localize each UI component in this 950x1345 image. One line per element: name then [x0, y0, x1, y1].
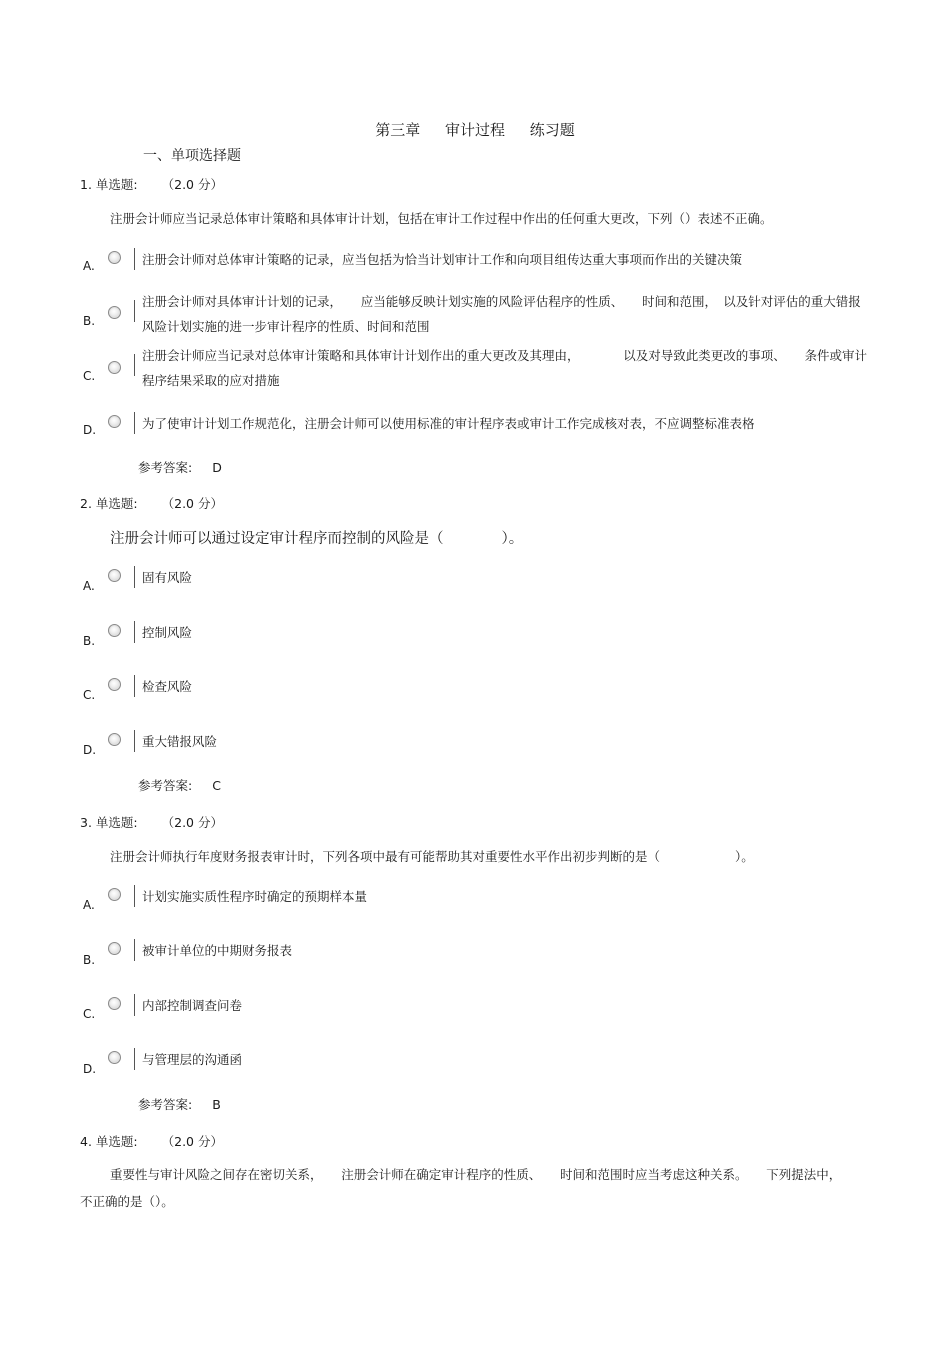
option-divider: [134, 354, 135, 376]
question-score: （2.0 分）: [161, 815, 223, 830]
option-divider: [134, 300, 135, 322]
question-4-header: [80, 1132, 223, 1150]
option-divider: [134, 994, 135, 1016]
question-4-stem-line1: 重要性与审计风险之间存在密切关系， 注册会计师在确定审计程序的性质、 时间和范围时应当考虑这种关系。 下列提法中，: [110, 1167, 842, 1182]
option-divider: [134, 885, 135, 907]
option-letter: D.: [83, 423, 97, 437]
q3-option-c-text: 内部控制调查问卷: [142, 998, 243, 1013]
q2-option-c-text: 检查风险: [142, 679, 193, 694]
option-letter: A.: [83, 898, 95, 912]
q1-option-a-text: 注册会计师对总体审计策略的记录，应当包括为恰当计划审计工作和向项目组传达重大事项而作出的关键决策: [142, 252, 743, 267]
question-1-header: [80, 175, 223, 193]
question-4-stem-line2: 不正确的是（）。: [80, 1194, 174, 1209]
option-divider: [134, 621, 135, 643]
q1-option-c-text: 注册会计师应当记录对总体审计策略和具体审计计划作出的重大更改及其理由， 以及对导致此类更改的事项、 条件或审计程序结果采取的应对措施: [142, 348, 868, 388]
question-score: （2.0 分）: [161, 496, 223, 511]
q1-option-d-text: 为了使审计计划工作规范化，注册会计师可以使用标准的审计程序表或审计工作完成核对表，不应调整标准表格: [142, 416, 755, 431]
answer-label: 参考答案:: [138, 1097, 193, 1112]
option-letter: D.: [83, 1062, 97, 1076]
page-title: [0, 119, 950, 140]
question-1-stem: 注册会计师应当记录总体审计策略和具体审计计划，包括在审计工作过程中作出的任何重大更改，下列（）表述不正确。: [110, 211, 773, 226]
q3-option-d-radio[interactable]: [108, 1051, 121, 1064]
q3-option-c-radio[interactable]: [108, 997, 121, 1010]
q3-option-a-text: 计划实施实质性程序时确定的预期样本量: [142, 889, 368, 904]
option-divider: [134, 1048, 135, 1070]
q2-option-b-text: 控制风险: [142, 625, 193, 640]
q2-option-d-radio[interactable]: [108, 733, 121, 746]
option-letter: B.: [83, 634, 96, 648]
answer-value: B: [212, 1097, 221, 1112]
q1-option-c-radio[interactable]: [108, 361, 121, 374]
option-divider: [134, 730, 135, 752]
option-divider: [134, 675, 135, 697]
q2-option-b-radio[interactable]: [108, 624, 121, 637]
title-topic: 审计过程: [444, 121, 505, 139]
q2-option-a-radio[interactable]: [108, 569, 121, 582]
question-2-header: [80, 494, 223, 512]
question-3-stem: 注册会计师执行年度财务报表审计时，下列各项中最有可能帮助其对重要性水平作出初步判断的是（ ）。: [110, 849, 754, 864]
q3-option-d-text: 与管理层的沟通函: [142, 1052, 243, 1067]
question-type: 2. 单选题:: [80, 496, 138, 511]
question-2-stem: 注册会计师可以通过设定审计程序而控制的风险是（ ）。: [110, 531, 524, 547]
answer-label: 参考答案:: [138, 778, 193, 793]
option-divider: [134, 566, 135, 588]
question-1-answer: [138, 458, 222, 476]
option-divider: [134, 248, 135, 270]
answer-value: C: [212, 778, 221, 793]
option-letter: C.: [83, 688, 96, 702]
question-type: 3. 单选题:: [80, 815, 138, 830]
option-letter: A.: [83, 579, 95, 593]
q1-option-d-radio[interactable]: [108, 415, 121, 428]
question-type: 1. 单选题:: [80, 177, 138, 192]
answer-label: 参考答案:: [138, 460, 193, 475]
question-3-header: [80, 813, 223, 831]
option-letter: D.: [83, 743, 97, 757]
option-letter: C.: [83, 369, 96, 383]
option-letter: B.: [83, 953, 96, 967]
option-letter: A.: [83, 259, 95, 273]
title-chapter: 第三章: [375, 121, 421, 139]
question-type: 4. 单选题:: [80, 1134, 138, 1149]
q1-option-a-radio[interactable]: [108, 251, 121, 264]
option-divider: [134, 939, 135, 961]
question-3-answer: [138, 1095, 221, 1113]
q3-option-b-text: 被审计单位的中期财务报表: [142, 943, 293, 958]
q3-option-a-radio[interactable]: [108, 888, 121, 901]
answer-value: D: [212, 460, 222, 475]
question-score: （2.0 分）: [161, 177, 223, 192]
q3-option-b-radio[interactable]: [108, 942, 121, 955]
title-exercise: 练习题: [529, 121, 575, 139]
section-heading: 一、单项选择题: [143, 148, 241, 164]
option-divider: [134, 412, 135, 434]
question-2-answer: [138, 776, 221, 794]
question-score: （2.0 分）: [161, 1134, 223, 1149]
q2-option-c-radio[interactable]: [108, 678, 121, 691]
q1-option-b-radio[interactable]: [108, 306, 121, 319]
q2-option-d-text: 重大错报风险: [142, 734, 218, 749]
option-letter: C.: [83, 1007, 96, 1021]
q2-option-a-text: 固有风险: [142, 570, 193, 585]
option-letter: B.: [83, 314, 96, 328]
q1-option-b-text: 注册会计师对具体审计计划的记录， 应当能够反映计划实施的风险评估程序的性质、 时间和范围， 以及针对评估的重大错报风险计划实施的进一步审计程序的性质、时间和范围: [142, 294, 861, 334]
